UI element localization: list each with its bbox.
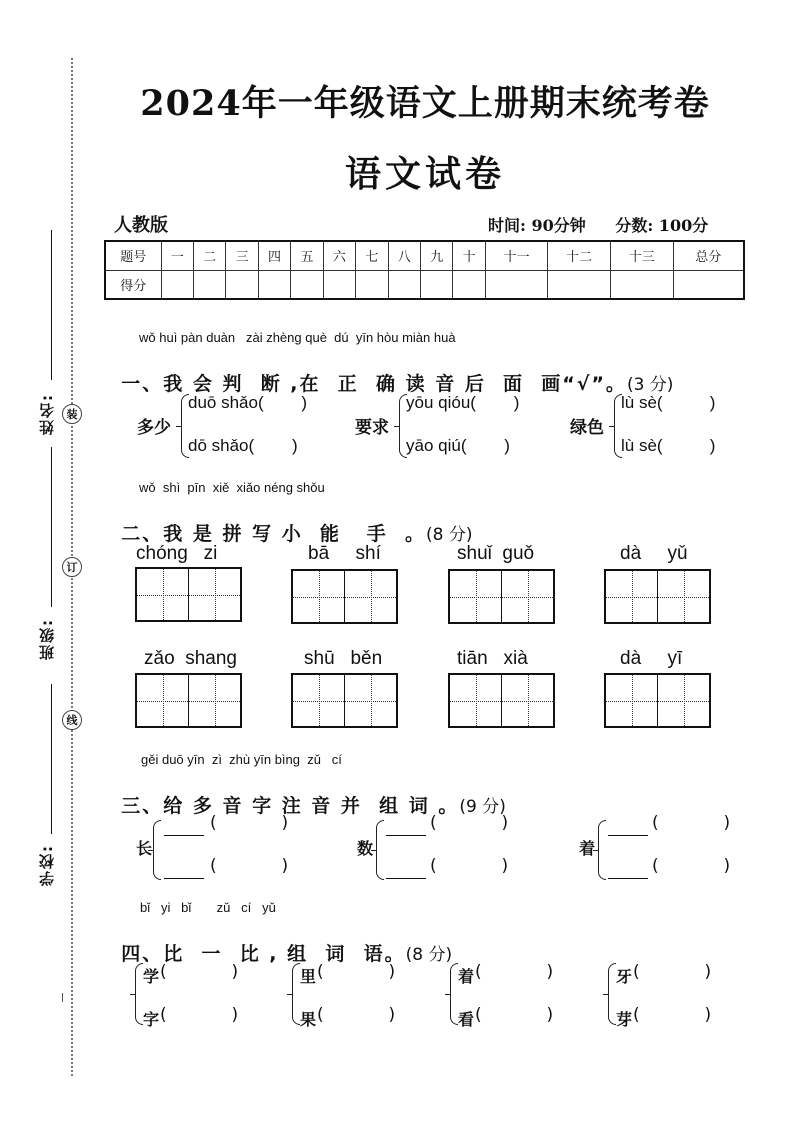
section4-heading (104, 917, 452, 966)
word-paren[interactable]: ( ) (633, 962, 712, 982)
section3-heading-text: 三、给 多 音 字 注 音 并 组 词 。 (121, 795, 460, 817)
score-cell[interactable] (161, 270, 193, 299)
score-cell[interactable] (291, 270, 323, 299)
section1-points: (3 分) (626, 375, 674, 395)
score-cell[interactable] (323, 270, 355, 299)
time-limit: 时间: 90分钟 (488, 216, 586, 235)
grid-pinyin: bā shí (308, 543, 381, 564)
pinyin-blank[interactable] (386, 878, 426, 879)
brace-icon (135, 963, 143, 1025)
compare-char: 学 (143, 967, 160, 986)
col-12: 十二 (548, 241, 611, 270)
section4-pinyin: bǐ yi bǐ zǔ cí yǔ (140, 900, 276, 915)
word-paren[interactable]: ( ) (317, 1005, 396, 1025)
tianzige-box[interactable] (291, 569, 398, 624)
score-cell[interactable] (193, 270, 225, 299)
section2-points: (8 分) (426, 525, 473, 545)
tianzige-box[interactable] (291, 673, 398, 728)
school-label: 学校: (38, 844, 56, 886)
seal-xian: 线 (62, 710, 82, 730)
section1-pinyin: wǒ huì pàn duàn zài zhèng què dú yīn hòu miàn huà (139, 330, 456, 345)
name-field-line[interactable] (51, 447, 52, 607)
score-cell[interactable] (485, 270, 548, 299)
class-label: 班级: (38, 618, 56, 660)
word-paren[interactable]: ( ) (475, 962, 554, 982)
col-13: 十三 (610, 241, 673, 270)
brace-icon (598, 820, 606, 880)
margin-tick-mark (62, 993, 63, 1002)
brace-icon (153, 820, 161, 880)
section4-heading-text: 四、比 一 比 , 组 词 语。 (121, 943, 406, 965)
tianzige-box[interactable] (135, 567, 242, 622)
compare-char: 字 (143, 1010, 160, 1029)
grid-pinyin: chóng zi (136, 543, 218, 564)
question-number-row (105, 241, 744, 270)
compare-char: 着 (458, 967, 475, 986)
grid-pinyin: shuǐ guǒ (457, 543, 535, 564)
row-header-score: 得分 (105, 270, 161, 299)
grid-pinyin: dà yī (620, 648, 683, 669)
tianzige-box[interactable] (135, 673, 242, 728)
section3-heading (104, 769, 506, 818)
col-11: 十一 (485, 241, 548, 270)
word-paren[interactable]: ( ) (160, 962, 239, 982)
grid-pinyin: tiān xià (457, 648, 528, 669)
compare-char: 芽 (616, 1010, 633, 1029)
word-paren[interactable]: ( ) (633, 1005, 712, 1025)
score-cell[interactable] (421, 270, 453, 299)
word-paren[interactable]: ( ) (652, 813, 731, 833)
section1-heading-text: 一、我 会 判 断 ,在 正 确 读 音 后 面 画“√”。 (121, 373, 627, 395)
total-score: 分数: 100分 (615, 216, 709, 235)
s1-word-3: 绿色 (570, 418, 604, 438)
word-paren[interactable]: ( ) (317, 962, 396, 982)
col-7: 七 (356, 241, 388, 270)
section4-points: (8 分) (405, 945, 453, 965)
polyphone-char: 着 (579, 839, 596, 858)
col-3: 三 (226, 241, 258, 270)
compare-char: 牙 (616, 967, 633, 986)
word-paren[interactable]: ( ) (160, 1005, 239, 1025)
word-paren[interactable]: ( ) (210, 856, 289, 876)
compare-char: 里 (300, 967, 317, 986)
tianzige-box[interactable] (448, 569, 555, 624)
section2-heading (104, 497, 472, 546)
exam-subtitle: 语文试卷 (344, 153, 505, 195)
exam-meta (488, 213, 708, 236)
col-8: 八 (388, 241, 420, 270)
grid-pinyin: shū běn (304, 648, 383, 669)
section3-pinyin: gěi duō yīn zì zhù yīn bìng zǔ cí (141, 752, 342, 767)
pinyin-blank[interactable] (386, 835, 426, 836)
grid-pinyin: zǎo shang (144, 648, 237, 669)
compare-char: 看 (458, 1010, 475, 1029)
col-1: 一 (161, 241, 193, 270)
s1-word-1: 多少 (137, 418, 171, 438)
compare-char: 果 (300, 1010, 317, 1029)
s1-option[interactable]: dō shǎo( ) (188, 436, 298, 455)
col-4: 四 (258, 241, 290, 270)
score-table (104, 240, 745, 300)
score-cell[interactable] (356, 270, 388, 299)
seal-zhuang: 装 (62, 404, 82, 424)
pinyin-blank[interactable] (164, 878, 204, 879)
score-row (105, 270, 744, 299)
score-cell[interactable] (548, 270, 611, 299)
s1-word-2: 要求 (355, 418, 389, 438)
score-cell[interactable] (388, 270, 420, 299)
s1-option[interactable]: duō shǎo( ) (188, 393, 308, 412)
col-total: 总分 (673, 241, 744, 270)
tianzige-box[interactable] (604, 673, 711, 728)
col-10: 十 (453, 241, 485, 270)
class-field-line[interactable] (51, 684, 52, 834)
pinyin-blank[interactable] (164, 835, 204, 836)
s1-option[interactable]: lù sè( ) (621, 436, 716, 455)
total-score-cell[interactable] (673, 270, 744, 299)
col-5: 五 (291, 241, 323, 270)
polyphone-char: 长 (136, 839, 153, 858)
grid-pinyin: dà yǔ (620, 543, 688, 564)
score-cell[interactable] (610, 270, 673, 299)
word-paren[interactable]: ( ) (210, 813, 289, 833)
word-paren[interactable]: ( ) (430, 813, 509, 833)
exam-title: 2024年一年级语文上册期末统考卷 (140, 83, 710, 124)
section2-pinyin: wǒ shì pīn xiě xiǎo néng shǒu (139, 480, 325, 495)
word-paren[interactable]: ( ) (475, 1005, 554, 1025)
brace-icon (450, 963, 458, 1025)
col-9: 九 (421, 241, 453, 270)
section3-points: (9 分) (459, 797, 506, 817)
polyphone-char: 数 (357, 839, 374, 858)
row-header-question: 题号 (105, 241, 161, 270)
score-cell[interactable] (453, 270, 485, 299)
tianzige-box[interactable] (448, 673, 555, 728)
score-cell[interactable] (258, 270, 290, 299)
brace-icon (608, 963, 616, 1025)
score-cell[interactable] (226, 270, 258, 299)
pinyin-blank[interactable] (608, 878, 648, 879)
s1-option[interactable]: lù sè( ) (621, 393, 716, 412)
col-6: 六 (323, 241, 355, 270)
name-line-top (51, 230, 52, 380)
tianzige-box[interactable] (604, 569, 711, 624)
section1-heading (104, 347, 673, 396)
s1-option[interactable]: yāo qiú( ) (406, 436, 510, 455)
s1-option[interactable]: yōu qióu( ) (406, 393, 520, 412)
edition-label: 人教版 (114, 215, 168, 236)
section2-heading-text: 二、我 是 拼 写 小 能 手 。 (121, 523, 426, 545)
pinyin-blank[interactable] (608, 835, 648, 836)
col-2: 二 (193, 241, 225, 270)
name-label: 姓名: (38, 393, 56, 435)
brace-icon (292, 963, 300, 1025)
brace-icon (376, 820, 384, 880)
seal-ding: 订 (62, 557, 82, 577)
word-paren[interactable]: ( ) (430, 856, 509, 876)
word-paren[interactable]: ( ) (652, 856, 731, 876)
